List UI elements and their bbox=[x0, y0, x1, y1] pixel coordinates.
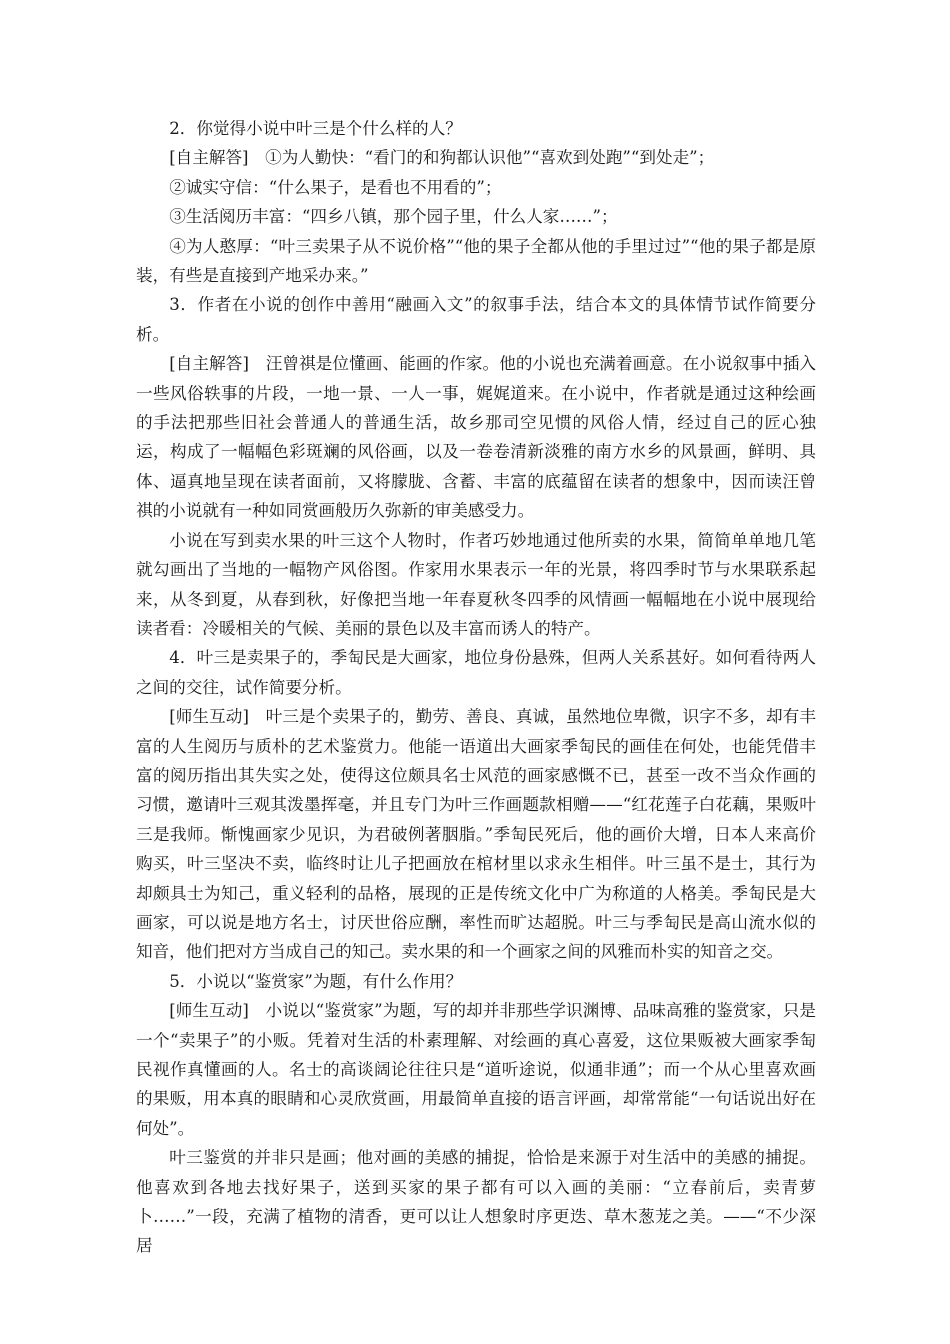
document-page bbox=[136, 114, 816, 1261]
question-4: 4．叶三是卖果子的，季匋民是大画家，地位身份悬殊，但两人关系甚好。如何看待两人之间的交往，试作简要分析。 bbox=[136, 648, 816, 697]
answer-2-point-2: ②诚实守信：“什么果子，是看也不用看的”； bbox=[169, 177, 502, 197]
answer-5-paragraph-1: [师生互动] 小说以“鉴赏家”为题，写的却并非那些学识渊博、品味高雅的鉴赏家，只是一个“卖果子”的小贩。凭着对生活的朴素理解、对绘画的真心喜爱，这位果贩被大画家季匋民视作真懂画的人。名士的高谈阔论往往只是“道听途说，似通非通”；而一个从心里喜欢画的果贩，用本真的眼睛和心灵欣赏画，用最简单直接的语言评画，却常常能“一句话说出好在何处”。 bbox=[136, 1001, 816, 1138]
answer-5-paragraph-2: 叶三鉴赏的并非只是画；他对画的美感的捕捉，恰恰是来源于对生活中的美感的捕捉。他喜欢到各地去找好果子，送到买家的果子都有可以入画的美丽：“立春前后，卖青萝卜……”一段，充满了植物的清香，更可以让人想象时序更迭、草木葱茏之美。——“不少深居 bbox=[136, 1148, 816, 1256]
answer-2-intro: [自主解答] ①为人勤快：“看门的和狗都认识他”“喜欢到处跑”“到处走”； bbox=[169, 148, 715, 168]
answer-2-point-4: ④为人憨厚：“叶三卖果子从不说价格”“他的果子全都从他的手里过过”“他的果子都是原装，有些是直接到产地采办来。” bbox=[136, 236, 816, 286]
question-5: 5．小说以“鉴赏家”为题，有什么作用？ bbox=[169, 971, 463, 991]
answer-3-paragraph-1: [自主解答] 汪曾祺是位懂画、能画的作家。他的小说也充满着画意。在小说叙事中插入一些风俗轶事的片段，一地一景、一人一事，娓娓道来。在小说中，作者就是通过这种绘画的手法把那些旧社会普通人的普通生活，故乡那司空见惯的风俗人情，经过自己的匠心独运，构成了一幅幅色彩斑斓的风俗画，以及一卷卷清新淡雅的南方水乡的风景画，鲜明、具体、逼真地呈现在读者面前，又将朦胧、含蓄、丰富的底蕴留在读者的想象中，因而读汪曾祺的小说就有一种如同赏画般历久弥新的审美感受力。 bbox=[136, 354, 816, 521]
question-3: 3．作者在小说的创作中善用“融画入文”的叙事手法，结合本文的具体情节试作简要分析。 bbox=[136, 295, 816, 344]
answer-3-paragraph-2: 小说在写到卖水果的叶三这个人物时，作者巧妙地通过他所卖的水果，简简单单地几笔就勾画出了当地的一幅物产风俗图。作家用水果表示一年的光景，将四季时节与水果联系起来，从冬到夏，从春到秋，好像把当地一年春夏秋冬四季的风情画一幅幅地在小说中展现给读者看：冷暖相关的气候、美丽的景色以及丰富而诱人的特产。 bbox=[136, 530, 816, 638]
answer-2-point-3: ③生活阅历丰富：“四乡八镇，那个园子里，什么人家……”； bbox=[169, 207, 618, 227]
answer-4: [师生互动] 叶三是个卖果子的，勤劳、善良、真诚，虽然地位卑微，识字不多，却有丰富的人生阅历与质朴的艺术鉴赏力。他能一语道出大画家季匋民的画佳在何处，也能凭借丰富的阅历指出其失实之处，使得这位颇具名士风范的画家感慨不已，甚至一改不当众作画的习惯，邀请叶三观其泼墨挥毫，并且专门为叶三作画题款相赠——“红花莲子白花藕，果贩叶三是我师。惭愧画家少见识，为君破例著胭脂。”季匋民死后，他的画价大增，日本人来高价购买，叶三坚决不卖，临终时让儿子把画放在棺材里以求永生相伴。叶三虽不是士，其行为却颇具士为知己，重义轻利的品格，展现的正是传统文化中广为称道的人格美。季匋民是大画家，可以说是地方名士，讨厌世俗应酬，率性而旷达超脱。叶三与季匋民是高山流水似的知音，他们把对方当成自己的知己。卖水果的和一个画家之间的风雅而朴实的知音之交。 bbox=[136, 707, 816, 962]
question-2: 2．你觉得小说中叶三是个什么样的人？ bbox=[169, 119, 462, 138]
